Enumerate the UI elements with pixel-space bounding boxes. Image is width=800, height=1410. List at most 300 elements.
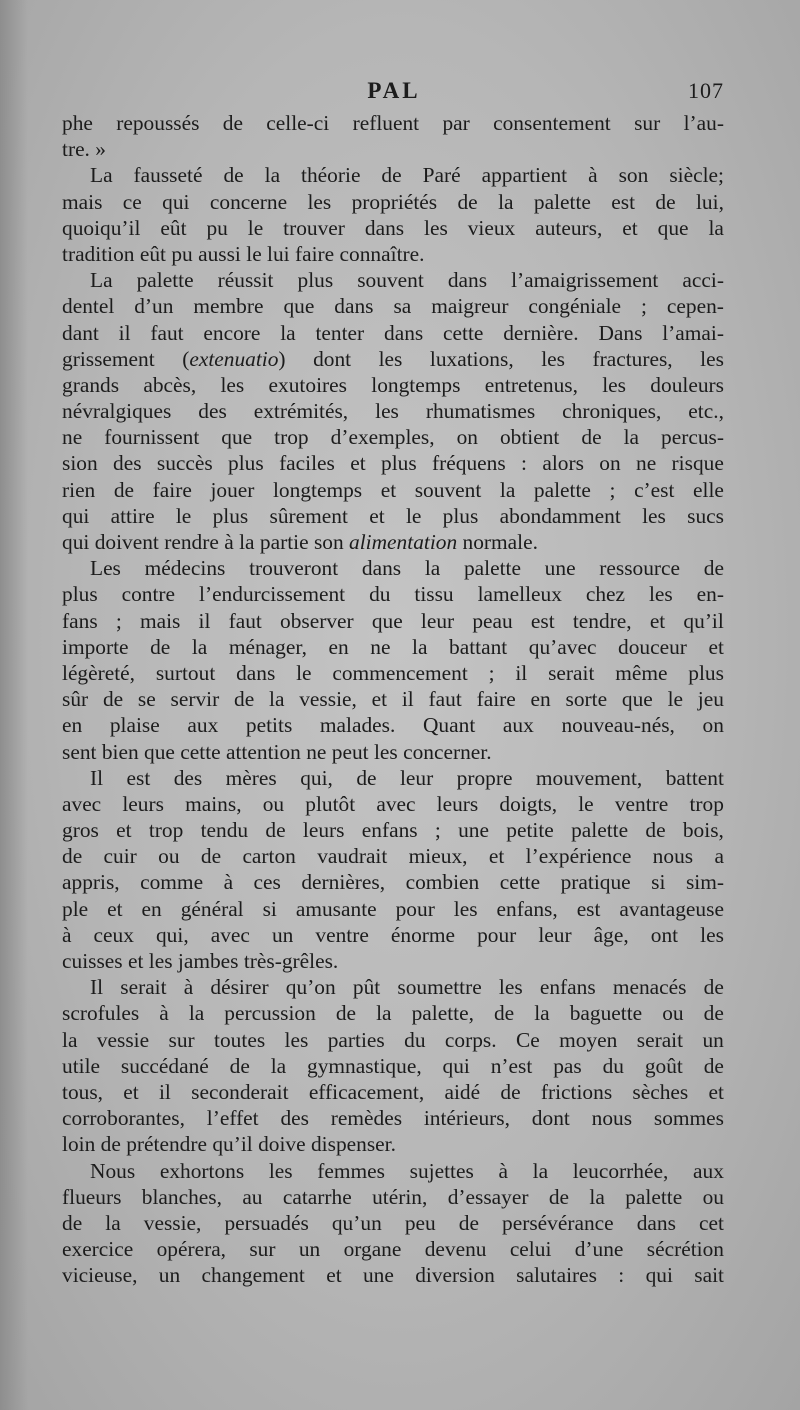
word: qui bbox=[162, 189, 190, 214]
text-line bbox=[62, 1210, 724, 1236]
word: mais bbox=[139, 608, 181, 633]
word: serait bbox=[120, 975, 167, 1000]
word: que bbox=[144, 739, 175, 764]
word: aussi bbox=[198, 241, 241, 266]
word: et bbox=[107, 896, 123, 921]
word: les bbox=[498, 975, 523, 1000]
word: observer bbox=[280, 608, 354, 633]
word: névralgiques bbox=[62, 399, 172, 424]
word: la bbox=[270, 1053, 287, 1078]
word: l’amai- bbox=[662, 320, 724, 345]
word: exutoires bbox=[268, 372, 347, 397]
page-edge-shadow bbox=[0, 0, 28, 1410]
word: sur bbox=[249, 1237, 276, 1262]
word: dentel bbox=[62, 294, 115, 319]
word: refluent bbox=[352, 111, 420, 135]
word: que bbox=[221, 425, 253, 450]
word: et bbox=[123, 1079, 139, 1104]
word: la bbox=[412, 634, 428, 659]
text-line bbox=[62, 1000, 724, 1026]
word: ou bbox=[158, 844, 180, 869]
word: faut bbox=[228, 608, 262, 633]
word: très-grêles. bbox=[243, 949, 339, 973]
word: corroborantes, bbox=[62, 1106, 185, 1131]
word: leucorrhée, bbox=[572, 1158, 669, 1183]
word: faire bbox=[476, 687, 516, 712]
word: ou bbox=[262, 791, 285, 816]
word: et bbox=[371, 687, 388, 712]
word: Dans bbox=[598, 320, 643, 345]
word: plus bbox=[62, 582, 98, 607]
word: d’exemples, bbox=[330, 425, 435, 450]
paragraph-first-line bbox=[62, 555, 724, 581]
word: serait bbox=[636, 1027, 684, 1052]
word: sa bbox=[393, 294, 412, 319]
word: gros bbox=[62, 818, 99, 843]
word: moyen bbox=[559, 1027, 618, 1052]
word: servir bbox=[170, 687, 220, 712]
word: eût bbox=[160, 215, 187, 240]
word: prétendre bbox=[126, 1132, 207, 1157]
word: tous, bbox=[62, 1079, 104, 1104]
word: grissement bbox=[62, 346, 155, 371]
word: luxations, bbox=[429, 346, 514, 371]
word: dans bbox=[447, 268, 488, 293]
text-line bbox=[62, 608, 724, 634]
word: enfans bbox=[539, 975, 596, 1000]
word: et bbox=[350, 451, 366, 476]
word: leurs bbox=[122, 791, 164, 816]
word: au bbox=[242, 1184, 263, 1209]
word: sur bbox=[634, 111, 661, 135]
word: qu’un bbox=[331, 1210, 382, 1235]
word: sent bbox=[62, 739, 97, 764]
word: de bbox=[222, 111, 243, 135]
text-line bbox=[62, 1184, 724, 1210]
word: ont bbox=[650, 922, 679, 947]
word: palette bbox=[533, 189, 591, 214]
word: faire bbox=[295, 241, 335, 266]
word: qui, bbox=[300, 765, 333, 790]
word: elle bbox=[693, 477, 724, 502]
word: il bbox=[118, 320, 131, 345]
word: qui, bbox=[155, 922, 189, 947]
word: changement bbox=[201, 1263, 305, 1288]
word: chez bbox=[585, 582, 626, 607]
word: en- bbox=[696, 582, 724, 607]
word: même bbox=[615, 660, 668, 685]
word: lui bbox=[267, 241, 290, 266]
word: commencement bbox=[332, 660, 468, 685]
word: de bbox=[265, 818, 286, 843]
word: douleurs bbox=[650, 372, 724, 397]
word: et bbox=[369, 503, 385, 528]
word: tradition bbox=[62, 241, 135, 266]
text-line bbox=[62, 215, 724, 241]
word: faciles bbox=[279, 451, 335, 476]
word: mais bbox=[62, 189, 103, 214]
word: la bbox=[499, 477, 516, 502]
word: aux bbox=[693, 1158, 724, 1183]
word: tre. bbox=[62, 137, 90, 162]
word: la bbox=[191, 634, 208, 659]
word: organe bbox=[343, 1237, 402, 1262]
paragraph-first-line bbox=[62, 267, 724, 293]
text-line bbox=[62, 189, 724, 215]
text-line bbox=[62, 869, 724, 895]
paragraph-first-line bbox=[62, 1158, 724, 1184]
word: femmes bbox=[317, 1158, 385, 1183]
word: ; bbox=[641, 294, 647, 319]
word: pour bbox=[395, 896, 435, 921]
word: celle-ci bbox=[266, 111, 330, 135]
text-line bbox=[62, 1027, 724, 1053]
word: exercice bbox=[62, 1237, 134, 1262]
word: théorie bbox=[301, 163, 361, 188]
word: peau bbox=[472, 608, 513, 633]
word: cette bbox=[499, 870, 541, 895]
text-line bbox=[62, 896, 724, 922]
word: longtemps bbox=[371, 372, 461, 397]
word: de bbox=[703, 1001, 724, 1026]
word: de bbox=[113, 477, 135, 502]
word: la bbox=[62, 1027, 78, 1052]
word: fans bbox=[62, 608, 98, 633]
word: mères bbox=[225, 765, 277, 790]
word: le bbox=[296, 660, 312, 685]
word: médecins bbox=[144, 556, 226, 581]
word: les bbox=[541, 346, 565, 371]
word: toutes bbox=[214, 1027, 266, 1052]
word: mieux, bbox=[408, 844, 468, 869]
word: aux bbox=[187, 713, 219, 738]
word: abondamment bbox=[499, 503, 621, 528]
word: la bbox=[269, 687, 285, 712]
word: de bbox=[200, 844, 222, 869]
word: dans bbox=[364, 215, 405, 240]
word: le bbox=[175, 503, 192, 528]
word: faire bbox=[152, 477, 192, 502]
word: dispenser. bbox=[310, 1132, 396, 1157]
word: persévérance bbox=[502, 1210, 614, 1235]
word: c’est bbox=[634, 477, 675, 502]
word: remèdes bbox=[330, 1106, 403, 1131]
word: succès bbox=[156, 451, 213, 476]
word: risque bbox=[671, 451, 724, 476]
word: plutôt bbox=[305, 791, 356, 816]
word: lamelleux bbox=[477, 582, 562, 607]
word: de bbox=[548, 1184, 570, 1209]
word: une bbox=[362, 1263, 394, 1288]
word: cet bbox=[699, 1210, 724, 1235]
word: diversion bbox=[415, 1263, 495, 1288]
word: de bbox=[356, 765, 377, 790]
word: sion bbox=[62, 451, 98, 476]
word: ; bbox=[609, 477, 616, 502]
word: battant bbox=[449, 634, 508, 659]
word: pût bbox=[352, 975, 381, 1000]
word: tenter bbox=[315, 320, 365, 345]
word: attire bbox=[110, 503, 155, 528]
word: les bbox=[284, 1027, 309, 1052]
word: acci- bbox=[682, 268, 724, 293]
text-line bbox=[62, 739, 724, 765]
word: qui bbox=[62, 503, 90, 528]
text-line bbox=[62, 791, 724, 817]
word: congéniale bbox=[528, 294, 622, 319]
word: Ce bbox=[515, 1027, 540, 1052]
word: si bbox=[651, 870, 666, 895]
word: nous bbox=[652, 844, 694, 869]
word: peut bbox=[331, 739, 369, 764]
word: plus bbox=[381, 451, 417, 476]
text-line bbox=[62, 922, 724, 948]
word: son bbox=[618, 163, 649, 188]
word: les bbox=[700, 922, 724, 947]
word: de bbox=[234, 687, 255, 712]
word: que bbox=[621, 687, 653, 712]
word: ple bbox=[62, 896, 89, 921]
text-line bbox=[62, 477, 724, 503]
word: propriétés bbox=[351, 189, 438, 214]
word: avec bbox=[210, 922, 250, 947]
word: un bbox=[298, 1237, 321, 1262]
word: jouer bbox=[210, 477, 255, 502]
word: gymnastique, bbox=[307, 1053, 422, 1078]
word: : bbox=[618, 1263, 625, 1288]
word: de bbox=[493, 1001, 515, 1026]
word: ; bbox=[434, 818, 441, 843]
text-line bbox=[62, 450, 724, 476]
word: si bbox=[262, 896, 277, 921]
word: salutaires bbox=[516, 1263, 597, 1288]
word: vessie, bbox=[143, 1210, 202, 1235]
text-line bbox=[62, 1105, 724, 1131]
word: leur bbox=[538, 922, 572, 947]
word: des bbox=[113, 451, 142, 476]
text-line bbox=[62, 1079, 724, 1105]
word: jeu bbox=[697, 687, 724, 712]
text-line bbox=[62, 634, 724, 660]
text-line bbox=[62, 843, 724, 869]
word: pas bbox=[553, 1053, 582, 1078]
word: le bbox=[578, 791, 594, 816]
word: goût bbox=[644, 1053, 683, 1078]
word: réussit bbox=[217, 268, 274, 293]
word: tendu bbox=[200, 818, 249, 843]
word: que bbox=[371, 608, 403, 633]
word: celui bbox=[509, 1237, 552, 1262]
word: comme bbox=[140, 870, 204, 895]
word: sorte bbox=[565, 687, 608, 712]
word: ceux bbox=[93, 922, 134, 947]
word: petite bbox=[506, 818, 554, 843]
text-line bbox=[62, 503, 724, 529]
word: auteurs, bbox=[535, 215, 603, 240]
word: La bbox=[90, 268, 113, 293]
text-line bbox=[62, 1053, 724, 1079]
word: ; bbox=[115, 608, 122, 633]
word: utérin, bbox=[372, 1184, 428, 1209]
word: jambes bbox=[177, 949, 239, 973]
word: de bbox=[62, 844, 83, 869]
word: et bbox=[380, 477, 397, 502]
word: bois, bbox=[682, 818, 724, 843]
word: ou bbox=[662, 1001, 684, 1026]
word: trop bbox=[274, 425, 309, 450]
word: souvent bbox=[357, 268, 424, 293]
word: ne bbox=[636, 451, 657, 476]
word: d’un bbox=[134, 294, 174, 319]
text-line bbox=[62, 424, 724, 450]
word: à bbox=[223, 870, 234, 895]
word: palette, bbox=[411, 1001, 474, 1026]
word: cuisses bbox=[62, 949, 123, 973]
text-line bbox=[62, 660, 724, 686]
word: rien bbox=[62, 477, 96, 502]
word: le bbox=[247, 215, 264, 240]
word: la bbox=[188, 1001, 205, 1026]
word: soumettre bbox=[397, 975, 482, 1000]
word: est bbox=[611, 189, 636, 214]
word: n’est bbox=[490, 1053, 533, 1078]
word: vessie, bbox=[299, 687, 357, 712]
word: leur bbox=[399, 765, 434, 790]
word: percussion bbox=[224, 1001, 316, 1026]
word: âge, bbox=[593, 922, 629, 947]
word: trouver bbox=[283, 215, 345, 240]
word: l’expérience bbox=[525, 844, 632, 869]
word: mouvement, bbox=[535, 765, 643, 790]
word: maigreur bbox=[431, 294, 509, 319]
word: de bbox=[335, 1001, 357, 1026]
word: l’effet bbox=[206, 1106, 259, 1131]
word: et bbox=[649, 608, 666, 633]
word: repoussés bbox=[116, 111, 200, 135]
word: de bbox=[581, 425, 602, 450]
word: pu bbox=[206, 215, 228, 240]
word: en bbox=[141, 896, 162, 921]
word: du bbox=[602, 1053, 624, 1078]
word: pratique bbox=[560, 870, 631, 895]
word: que bbox=[657, 215, 689, 240]
word: propre bbox=[456, 765, 513, 790]
word: les bbox=[453, 896, 478, 921]
word: encore bbox=[203, 320, 261, 345]
word: en bbox=[62, 713, 83, 738]
word: appartient bbox=[481, 163, 568, 188]
word: ces bbox=[253, 870, 281, 895]
word: plaise bbox=[109, 713, 160, 738]
word: de bbox=[703, 556, 724, 581]
word: » bbox=[95, 137, 106, 162]
word: avec bbox=[62, 791, 102, 816]
word: on bbox=[599, 451, 621, 476]
text-line bbox=[62, 346, 724, 372]
word: enfans bbox=[361, 818, 418, 843]
word: il bbox=[198, 608, 211, 633]
word: sucs bbox=[687, 503, 724, 528]
word: à bbox=[183, 975, 194, 1000]
word: dant bbox=[62, 320, 99, 345]
word: fractures, bbox=[592, 346, 673, 371]
word: vessie bbox=[96, 1027, 150, 1052]
word: menacés bbox=[612, 975, 687, 1000]
word: cuir bbox=[103, 844, 137, 869]
word: vieux bbox=[467, 215, 516, 240]
word: une bbox=[544, 556, 576, 581]
word: avantageuse bbox=[619, 896, 724, 921]
word: sait bbox=[694, 1263, 724, 1288]
word: amusante bbox=[295, 896, 377, 921]
word: plus bbox=[297, 268, 334, 293]
word: et bbox=[116, 818, 132, 843]
paragraph-first-line bbox=[62, 162, 724, 188]
word: leurs bbox=[302, 818, 345, 843]
word: peu bbox=[404, 1210, 436, 1235]
word: leurs bbox=[436, 791, 479, 816]
word: phe bbox=[62, 111, 93, 135]
word: de bbox=[457, 189, 478, 214]
word: petits bbox=[245, 713, 293, 738]
word: baguette bbox=[569, 1001, 643, 1026]
word: dont bbox=[531, 1106, 570, 1131]
word: un bbox=[271, 922, 294, 947]
word: et bbox=[488, 844, 505, 869]
word: la bbox=[264, 163, 281, 188]
word: ventre bbox=[614, 791, 669, 816]
word: palette bbox=[136, 268, 194, 293]
word: de bbox=[655, 189, 676, 214]
word: ne bbox=[370, 634, 391, 659]
word: énorme bbox=[390, 922, 456, 947]
word: souvent bbox=[414, 477, 482, 502]
text-line bbox=[62, 241, 724, 267]
word: membre bbox=[193, 294, 264, 319]
text-line bbox=[62, 320, 724, 346]
word: bien bbox=[101, 739, 139, 764]
word: la bbox=[105, 1210, 121, 1235]
text-line bbox=[62, 529, 724, 555]
word: seconderait bbox=[191, 1079, 289, 1104]
word: les bbox=[378, 346, 403, 371]
word: tissu bbox=[414, 582, 454, 607]
word: la bbox=[623, 425, 640, 450]
word: cepen- bbox=[666, 294, 724, 319]
word: exhortons bbox=[159, 1158, 245, 1183]
word: dont bbox=[313, 346, 352, 371]
word: alors bbox=[542, 451, 584, 476]
word: entretenus, bbox=[484, 372, 578, 397]
word: concerner. bbox=[403, 739, 492, 764]
word: plus bbox=[212, 503, 249, 528]
word: est bbox=[126, 765, 151, 790]
word: la bbox=[534, 1001, 550, 1026]
word: la bbox=[589, 1184, 605, 1209]
word: palette bbox=[625, 1184, 683, 1209]
word: Quant bbox=[422, 713, 476, 738]
word: aux bbox=[502, 713, 534, 738]
word: de bbox=[458, 1210, 479, 1235]
word: eût bbox=[139, 241, 166, 266]
word: battent bbox=[665, 765, 724, 790]
word: pour bbox=[477, 922, 517, 947]
word: qu’avec bbox=[528, 634, 597, 659]
word: tendre, bbox=[572, 608, 632, 633]
word: les bbox=[307, 189, 332, 214]
word: en bbox=[530, 687, 551, 712]
word: et bbox=[708, 1079, 724, 1104]
